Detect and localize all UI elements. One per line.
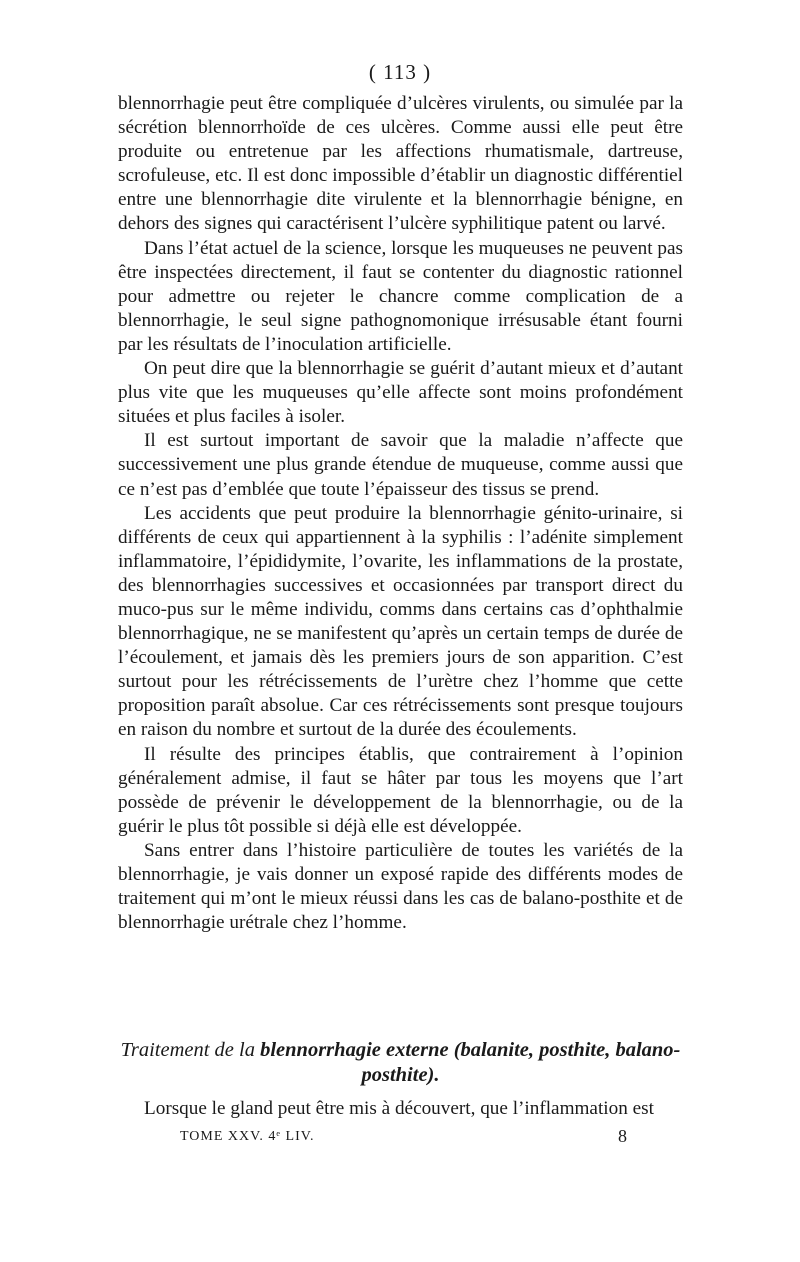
paragraph: Il est surtout important de savoir que la maladie n’affecte que successivement une plus grande étendue de muqueuse, comme aussi que ce n’est pas d’emblée que toute l’épaisseur des tissus se prend. [118,430,683,500]
paragraph: On peut dire que la blennorrhagie se guérit d’autant mieux et d’autant plus vite que les muqueuses qu’elle affecte sont moins profondément situées et plus faciles à isoler. [118,358,683,428]
section-heading-prefix: Traitement de la [120,1039,261,1061]
paragraph: Dans l’état actuel de la science, lorsque les muqueuses ne peuvent pas être inspectées directement, il faut se contenter du diagnostic rationnel pour admettre ou rejeter le chancre comme complication de a blennorrhagie, le seul signe pathognomonique irrésusable étant fourni par les résultats de l’inoculation artificielle. [118,237,683,355]
footer-signature: TOME XXV. 4ᵉ LIV. [180,1129,315,1144]
body-text [118,92,683,935]
paragraph: Il résulte des principes établis, que contrairement à l’opinion généralement admise, il faut se hâter par tous les moyens que l’art possède de prévenir le développement de la blennorrhagie, ou de la guérir le plus tôt possible si déjà elle est développée. [118,743,683,837]
section-heading-emphasis: blennorrhagie externe (balanite, posthite, balano-posthite). [260,1039,681,1086]
paragraph: Les accidents que peut produire la blennorrhagie génito-urinaire, si différents de ceux qui appartiennent à la syphilis : l’adénite simplement inflammatoire, l’épididymite, l’ovarite, les inflammations de la prostate, des blennorrhagies successives et occasionnées par transport direct du muco-pus sur le même individu, comms dans certains cas d’ophthalmie blennorrhagique, ne se manifestent qu’après un certain temps de durée de l’écoulement, et jamais dès les premiers jours de son apparition. C’est surtout pour les rétrécissements de l’urètre chez l’homme que cette proposition paraît absolue. Car ces rétrécissements sont presque toujours en raison du nombre et surtout de la durée des écoulements. [118,502,683,741]
footer-sheet-number: 8 [618,1126,627,1146]
continuation-line: Lorsque le gland peut être mis à découvert, que l’inflammation est [144,1098,654,1119]
section-heading [118,1038,683,1088]
paragraph: Sans entrer dans l’histoire particulière de toutes les variétés de la blennorrhagie, je vais donner un exposé rapide des différents modes de traitement qui m’ont le mieux réussi dans les cas de balano-posthite et de blennorrhagie urétrale chez l’homme. [118,839,683,934]
page-number: ( 113 ) [368,60,432,84]
paragraph: blennorrhagie peut être compliquée d’ulcères virulents, ou simulée par la sécrétion blennorrhoïde de ces ulcères. Comme aussi elle peut être produite ou entretenue par les affections rhumatismale, dartreuse, scrofuleuse, etc. Il est donc impossible d’établir un diagnostic différentiel entre une blennorrhagie dite virulente et la blennorrhagie bénigne, en dehors des signes qui caractérisent l’ulcère syphilitique patent ou larvé. [118,93,683,235]
